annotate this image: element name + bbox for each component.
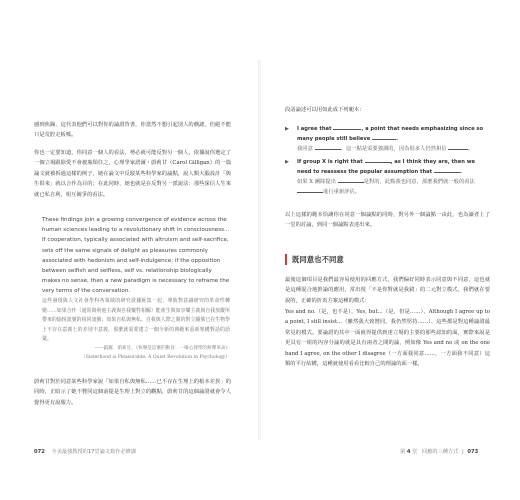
- page-footer: [34, 448, 136, 455]
- blank-line: [297, 187, 323, 193]
- section-heading: [285, 253, 490, 267]
- paragraph: 以上這樣的範本恰讓你在同意一個論點的同時，對另外一個論點一由此，也為讀者上了一堂的討論，到同一個論點表達出來。: [285, 212, 490, 229]
- template-chinese: 我同意 ，這一點是需要強調的，因為很多人仍然相信 。: [297, 146, 474, 152]
- blank-line: [338, 177, 364, 183]
- page-number: 073: [467, 449, 479, 455]
- page-number: 072: [34, 449, 45, 455]
- paragraph: 最後這個項目是我們最容易使用的回應方式，我們偏好同時表示同意與不同意，這也就是這種混合地推論的應用，常出現「不是你對就是我錯」的二元對立模式，我們就在要說的，正確的折衷方案這種的模式：: [285, 277, 490, 304]
- triangle-bullet-icon: ▶: [285, 126, 289, 132]
- template-chinese: 如果 X 團隊提出 是對的，此點我也同意，那麼我們就一般的看法 進行重新評估。: [297, 179, 475, 195]
- paragraph: Yes and no.（是，也不是）、Yes, but...（是，但是……）、Although I agree up to a point, I still insist...（雖然我大致贊同，我仍然堅持……）、這些都是對這種論證最常見的模式。要論證的其中一面就得提供到達立場的主要的那些認知的面，實際來說是更具有一組的內容分論的就是具有兩者之間的論，例如像 Yes and no 或 on the one hand I agree, on the other I disagree（一方面我同意……，一方面我不同意）這類的平行結構，這種就使用看看比較自己的理論的面一樣。: [285, 309, 490, 368]
- blank-line: [434, 167, 460, 173]
- blank-line: [365, 157, 391, 163]
- paragraph: 感到焦躁，這代表他們可以對你的論證背書，你當然不想引起別人的戲謔，但絕不能只是荒腔走板嗎。: [34, 122, 231, 139]
- blank-line: [448, 144, 468, 150]
- template-english: If group X is right that , as I think they are, then we need to reassess the popular assumption that .: [297, 159, 476, 175]
- paragraph: 你也一定要知道，你同意一個人的看法，勢必就可能反對另一個人，依據說你選定了一個立場跟除愛不會被瓶頸住之，心理學家諾爾・蔚莉甘（Carol Gilligan）的一篇論文就被拆過這樣的例子，她在論文中反駁某些科學家的論點，說人類大腦設計「與生俱來」就以合作為目的；在此同時，她也就是在反對另一派說法：那些深信人生來就已私自利，相互競爭的看法。: [34, 150, 231, 198]
- citation: [42, 344, 230, 363]
- left-page: [0, 0, 259, 500]
- citation-line: ——凱羅．蔚莉甘，《快樂是這麼的動員：一場心理學的無聲革命》: [94, 346, 230, 351]
- heading-accent-bar: [285, 254, 287, 265]
- blank-line: [372, 134, 396, 140]
- paragraph: 蔚莉甘對於同意某些科學家說「如果自私與無私……已不存在生理上的根本差異」的同時，正暗示了她不贊同這個前提是生理上對立的觀點，蔚莉甘的這個論證就會令人覺得更有說服力。: [34, 379, 231, 406]
- quote-translation: 這些發現與人文社會學科各領域的研究證據匯集一起，導致對意識研究的革命性轉變……如果合作（通常與利他主義與自我犧牲相關）能產生與如享樂主義與自我放縱所帶來的愉悅訊號的相同訊號；如果自私與無私、自我與人際之間的對立關係已在生物學上不存在意義上的差別不意義，那麼就需要建立一個全新的典範來重新架構對話的語彙。: [42, 298, 230, 343]
- book-title: 全美最強教授的17堂論文寫作必修課: [51, 449, 136, 455]
- page-footer: 第 4 堂 回應的三種方式 | 073: [400, 449, 479, 455]
- citation-line: （Sisterhood is Pleasurable: A Quiet Revolution in Psychology）: [81, 355, 230, 361]
- english-quote: These findings join a growing convergence of evidence across the human sciences leading to a revolutionary shift in consciousness... If cooperation, typically associated with altruism and self-sacrifice, sets off the same signals of delight as pleasures commonly associated with hedonism and self-indulgence; if the opposition between selfish and selfless, self vs. relationship biologically makes no sense, then a new paradigm is necessary to reframe the very terms of the conversation.: [42, 217, 230, 295]
- paragraph: 段話論述可以用如此成下列範本：: [285, 107, 365, 113]
- template-english: I agree that , a point that needs emphasizing since so many people still believe .: [297, 126, 484, 142]
- separator: |: [461, 449, 464, 455]
- chapter-title: 回應的三種方式: [422, 449, 459, 455]
- chapter-number: 4: [406, 449, 411, 455]
- blank-line: [333, 124, 361, 130]
- triangle-bullet-icon: ▶: [285, 159, 289, 165]
- template-item: [285, 124, 489, 154]
- template-item: [285, 157, 489, 197]
- blank-line: [315, 144, 341, 150]
- right-page: [261, 0, 520, 500]
- heading-text: 既同意也不同意: [292, 255, 344, 264]
